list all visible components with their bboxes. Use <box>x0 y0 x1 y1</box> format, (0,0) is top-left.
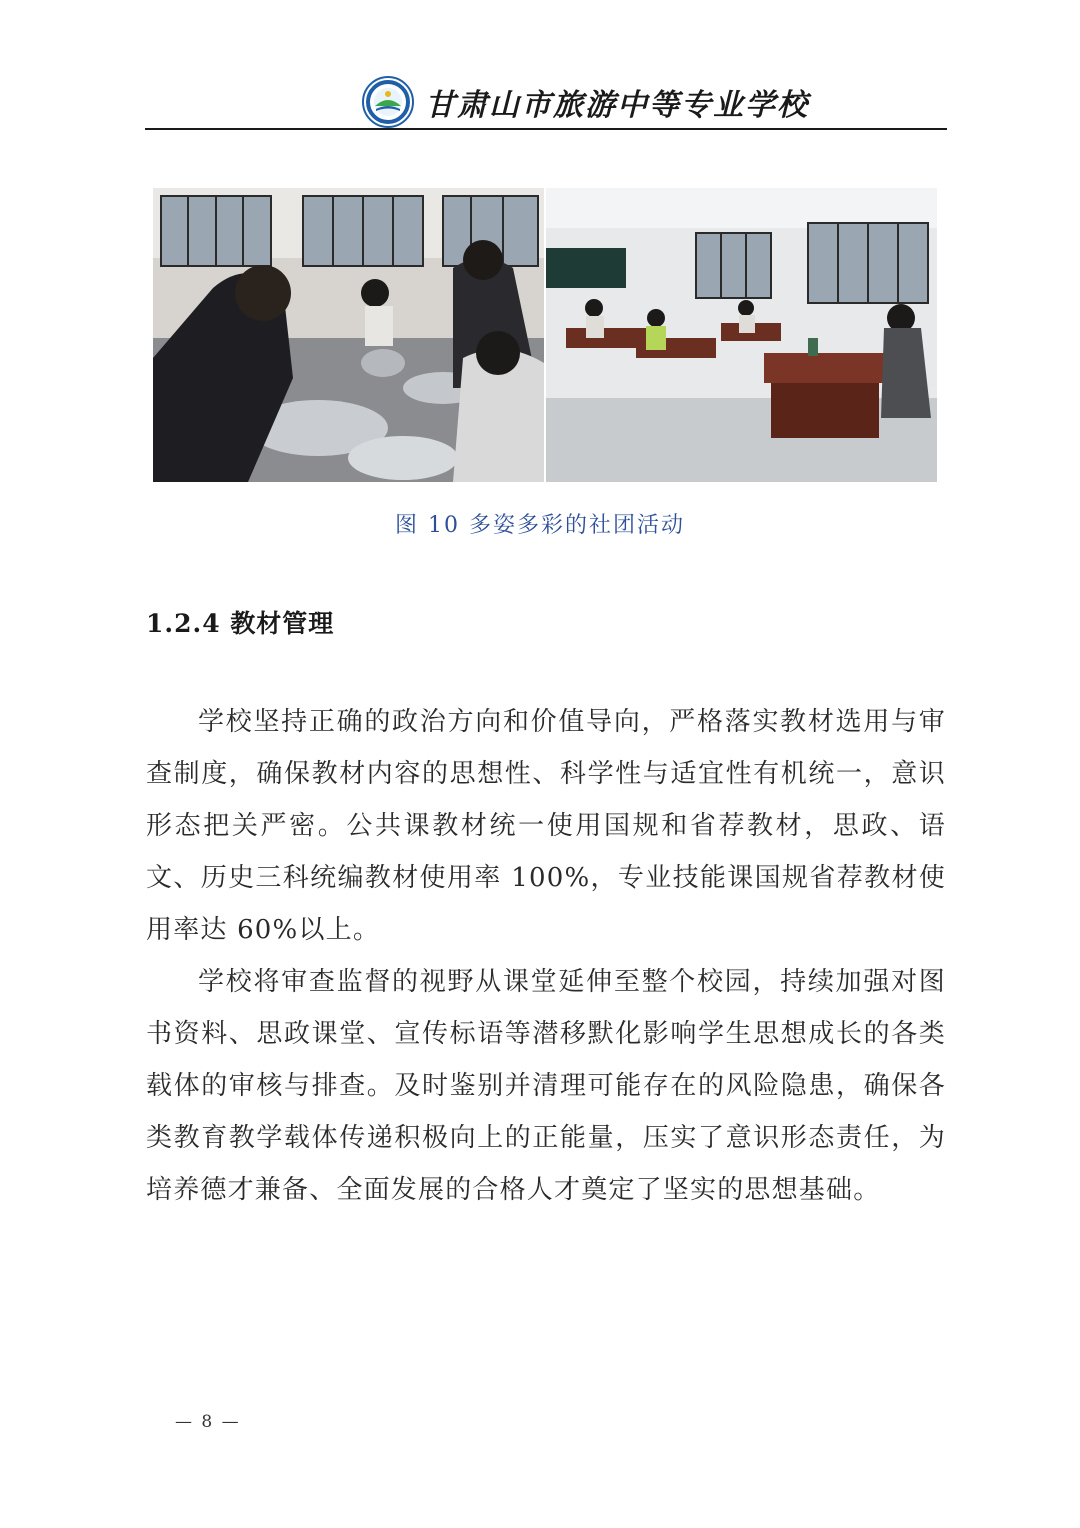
paragraph: 学校将审查监督的视野从课堂延伸至整个校园，持续加强对图书资料、思政课堂、宣传标语等潜移默化影响学生思想成长的各类载体的审核与排查。及时鉴别并清理可能存在的风险隐患，确保各类教育教学载体传递积极向上的正能量，压实了意识形态责任，为培养德才兼备、全面发展的合格人才奠定了坚实的思想基础。 <box>146 967 946 1205</box>
page-header <box>145 70 947 132</box>
section-heading: 1.2.4 教材管理 <box>146 609 335 638</box>
page-number: — 8 — <box>175 1412 241 1432</box>
header-divider <box>145 128 947 130</box>
figure-caption: 图 10 多姿多彩的社团活动 <box>395 513 685 538</box>
section-body <box>146 696 946 1216</box>
school-emblem-icon <box>362 76 414 128</box>
photo-students-classroom-study <box>546 188 937 482</box>
paragraph: 学校坚持正确的政治方向和价值导向，严格落实教材选用与审查制度，确保教材内容的思想性、科学性与适宜性有机统一，意识形态把关严密。公共课教材统一使用国规和省荐教材，思政、语文、历史三科统编教材使用率 100%，专业技能课国规省荐教材使用率达 60%以上。 <box>146 707 946 945</box>
school-name: 甘肃山市旅游中等专业学校 <box>425 88 809 123</box>
photo-students-cooking-class <box>153 188 544 482</box>
figure-photos <box>153 188 937 482</box>
